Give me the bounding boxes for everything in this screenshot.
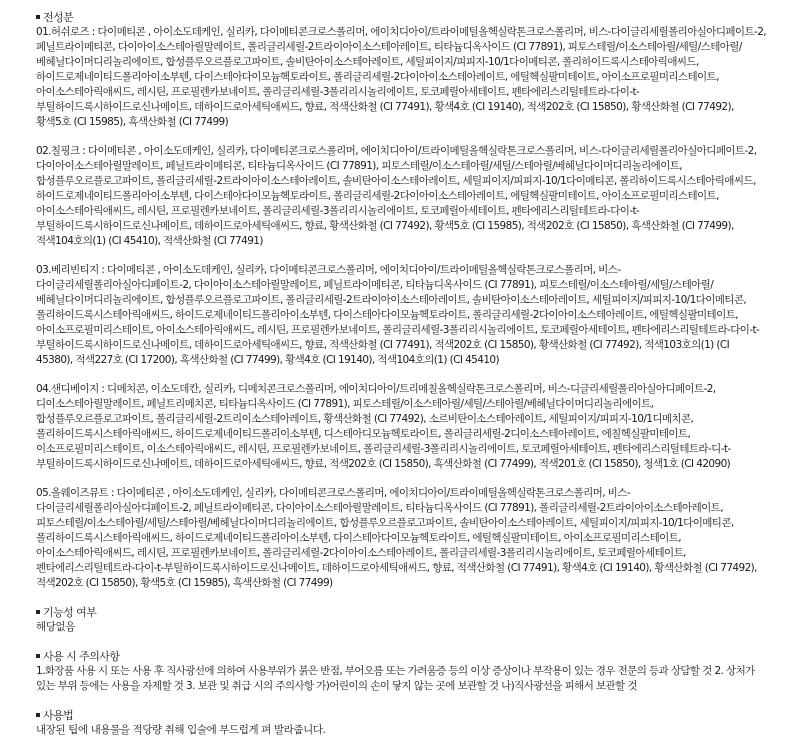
bullet-icon: [36, 610, 40, 614]
cautions-heading: 사용 시 주의사항: [43, 650, 120, 663]
ingredient-item-05: 05.올웨이즈뮤트 : 다이메티콘 , 아이소도데케인, 실리카, 다이메티콘크로스폴리머, 에이치디아이/트라이메틸올헥실락톤크로스폴리머, 비스-다이글리세릴폴리아실아디페이트-2, 페닐트라이메티콘, 다이아이소스테아릴말레이트, 티타늄디옥사이드 (CI 77891), 폴리글리세릴-2트라이아이소스테아레이트, 피토스테릴/이소스테아릴/세틸/스테아릴/베헤닐다이머디리놀리에이트, 합성플루오르플로고파이트, 솔비탄아이소스테아레이트, 세틸피이지/피피지-10/1다이메티콘, 폴리하이드록시스테아릭애씨드, 하이드로제네이티드폴리아이소부텐, 다이스테아다이모늄헥토라이트, 에틸헥실팔미테이트, 아이소프로필미리스테이트, 아이소스테아릭애씨드, 레시틴, 프로필렌카보네이트, 폴리글리세릴-2다이아이소스테아레이트, 폴리글리세릴-3폴리리시놀리에이트, 토코페릴아세테이트, 펜타에리스리틸테트라-다이-t-부틸하이드록시하이드로신나메이트, 데하이드로아세틱애씨드, 향료, 적색산화철 (CI 77491), 황색4호 (CI 19140), 황색산화철 (CI 77492), 적색202호 (CI 15850), 황색5호 (CI 15985), 흑색산화철 (CI 77499): [36, 487, 757, 589]
functional-heading-row: [36, 605, 768, 620]
functional-value: 해당없음: [36, 621, 75, 633]
usage-text: 내장된 팁에 내용물을 적당량 취해 입술에 부드럽게 펴 발라줍니다.: [36, 724, 326, 736]
ingredients-heading: 전성분: [43, 11, 74, 24]
ingredient-item-01: 01.허쉬로즈 : 다이메티콘 , 아이소도데케인, 실리카, 다이메티콘크로스폴리머, 에이치디아이/트라이메틸올헥실락톤크로스폴리머, 비스-다이글리세릴폴리아실아디페이트-2, 페닐트라이메티콘, 다이아이소스테아릴말레이트, 폴리글리세릴-2트라이아이소스테아레이트, 티타늄디옥사이드 (CI 77891), 피토스테릴/이소스테아릴/세틸/스테아릴/베헤닐다이머디리놀리에이트, 합성플루오르플로고파이트, 솔비탄아이소스테아레이트, 세틸피이지/피피지-10/1다이메티콘, 폴리하이드록시스테아릭애씨드, 하이드로제네이티드폴리아이소부텐, 다이스테아다이모늄헥토라이트, 폴리글리세릴-2다이아이소스테아레이트, 에틸헥실팔미테이트, 아이소프로필미리스테이트, 아이소스테아릭애씨드, 레시틴, 프로필렌카보네이트, 폴리글리세릴-3폴리리시놀리에이트, 토코페릴아세테이트, 펜타에리스리틸테트라-다이-t-부틸하이드록시하이드로신나메이트, 데하이드로아세틱애씨드, 향료, 적색산화철 (CI 77491), 황색4호 (CI 19140), 적색202호 (CI 15850), 황색산화철 (CI 77492), 황색5호 (CI 15985), 흑색산화철 (CI 77499): [36, 26, 767, 128]
ingredients-heading-row: [36, 10, 768, 25]
cautions-heading-row: [36, 649, 768, 664]
usage-heading: 사용법: [43, 709, 74, 722]
ingredient-item-04: 04.샌디베이지 : 디메치콘, 이소도데칸, 실리카, 디메치콘크로스폴리머, 에이치디아이/트리메칠올헥실락톤크로스폴리머, 비스-디글리세릴폴리아실아디페이트-2, 디이소스테아릴말레이트, 페닐트리메치콘, 티타늄디옥사이드 (CI 77891), 피토스테릴/이소스테아릴/세틸/스테아릴/베헤닐다이머디리놀리에이트, 합성플루오르플로고파이트, 폴리글리세릴-2트리이소스테아레이트, 황색산화철 (CI 77492), 소르비탄이소스테아레이트, 세틸피이지/피피지-10/1디메치콘, 폴리하이드록시스테아릭애씨드, 하이드로제네이티드폴리이소부텐, 디스테아디모늄헥토라이트, 폴리글리세릴-2디이소스테아레이트, 에칠헥실팔미테이트, 이소프로필미리스테이트, 이소스테아릭애씨드, 레시틴, 프로필렌카보네이트, 폴리글리세릴-3폴리리시놀리에이트, 토코페릴아세테이트, 펜타에리스리틸테트라-디-t-부틸하이드록시하이드로신나메이트, 데하이드로아세틱애씨드, 향료, 적색202호 (CI 15850), 흑색산화철 (CI 77499), 적색201호 (CI 15850), 청색1호 (CI 42090): [36, 383, 731, 470]
bullet-icon: [36, 15, 40, 19]
cautions-text: 1.화장품 사용 시 또는 사용 후 직사광선에 의하여 사용부위가 붉은 반점, 부어오름 또는 가려움증 등의 이상 증상이나 부작용이 있는 경우 전문의 등과 상담할 것 2. 상처가 있는 부위 등에는 사용을 자제할 것 3. 보관 및 취급 시의 주의사항 가)어린이의 손이 닿지 않는 곳에 보관할 것 나)직사광선을 피해서 보관할 것: [36, 665, 755, 692]
bullet-icon: [36, 654, 40, 658]
functional-heading: 기능성 여부: [43, 606, 97, 619]
ingredient-item-02: 02.칠핑크 : 다이메티콘 , 아이소도데케인, 실리카, 다이메티콘크로스폴리머, 에이치디아이/트라이메틸올헥실락톤크로스폴리머, 비스-다이글리세릴폴리아실아디페이트-2, 다이아이소스테아릴말레이트, 페닐트라이메티콘, 티타늄디옥사이드 (CI 77891), 피토스테릴/이소스테아릴/세틸/스테아릴/베헤닐다이머디리놀리에이트, 합성플루오르플로고파이트, 폴리글리세릴-2트라이아이소스테아레이트, 솔비탄아이소스테아레이트, 세틸피이지/피피지-10/1다이메티콘, 폴리하이드록시스테아릭애씨드, 하이드로제네이티드폴리아이소부텐, 다이스테아다이모늄헥토라이트, 폴리글리세릴-2다이아이소스테아레이트, 에틸헥실팔미테이트, 아이소프로필미리스테이트, 아이소스테아릭애씨드, 레시틴, 프로필렌카보네이트, 폴리글리세릴-3폴리리시놀리에이트, 토코페릴아세테이트, 펜타에리스리틸테트라-다이-t-부틸하이드록시하이드로신나메이트, 데하이드로아세틱애씨드, 향료, 황색산화철 (CI 77492), 황색5호 (CI 15985), 적색202호 (CI 15850), 흑색산화철 (CI 77499), 적색104호의(1) (CI 45410), 적색산화철 (CI 77491): [36, 145, 757, 247]
usage-heading-row: [36, 708, 768, 723]
ingredient-item-03: 03.베리빈티지 : 다이메티콘 , 아이소도데케인, 실리카, 다이메티콘크로스폴리머, 에이치디아이/트라이메틸올헥실락톤크로스폴리머, 비스-다이글리세릴폴리아실아디페이트-2, 다이아이소스테아릴말레이트, 페닐트라이메티콘, 티타늄디옥사이드 (CI 77891), 피토스테릴/이소스테아릴/세틸/스테아릴/베헤닐다이머디리놀리에이트, 합성플루오르플로고파이트, 폴리글리세릴-2트라이아이소스테아레이트, 솔비탄아이소스테아레이트, 세틸피이지/피피지-10/1다이메티콘, 폴리하이드록시스테아릭애씨드, 하이드로제네이티드폴리아이소부텐, 다이스테아다이모늄헥토라이트, 폴리글리세릴-2다이아이소스테아레이트, 에틸헥실팔미테이트, 아이소프로필미리스테이트, 아이소스테아릭애씨드, 레시틴, 프로필렌카보네이트, 폴리글리세릴-3폴리리시놀리에이트, 토코페릴아세테이트, 펜타에리스리틸테트라-다이-t-부틸하이드록시하이드로신나메이트, 데하이드로아세틱애씨드, 향료, 적색산화철 (CI 77491), 적색202호 (CI 15850), 황색산화철 (CI 77492), 적색103호의(1) (CI 45380), 적색227호 (CI 17200), 흑색산화철 (CI 77499), 황색4호 (CI 19140), 적색104호의(1) (CI 45410): [36, 264, 760, 366]
bullet-icon: [36, 713, 40, 717]
